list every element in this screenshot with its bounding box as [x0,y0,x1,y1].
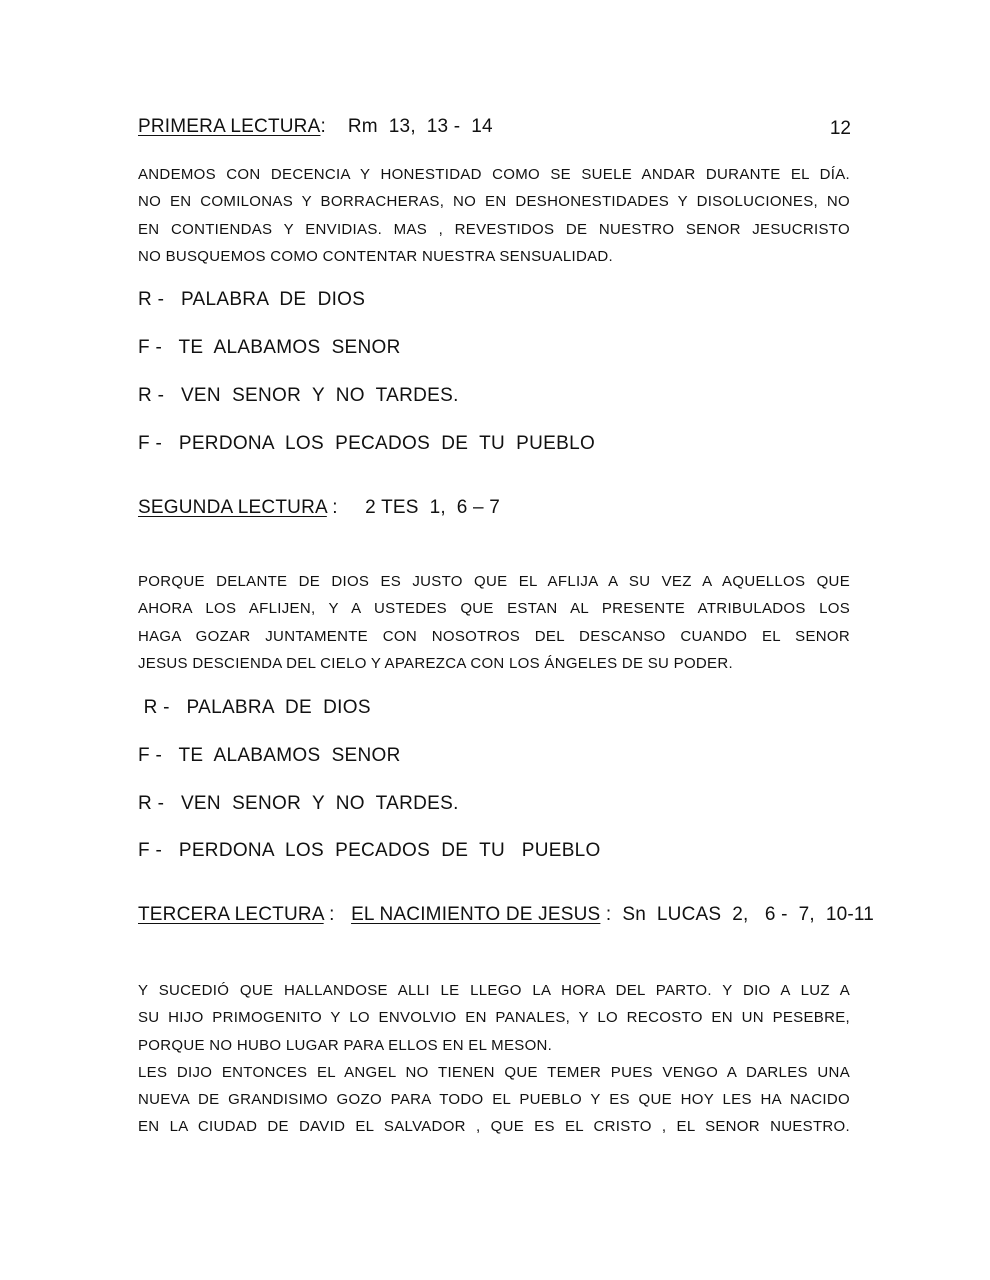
reading3-sep: : [323,904,352,925]
text-line: NO EN COMILONAS Y BORRACHERAS, NO EN DESHONESTIDADES Y DISOLUCIONES, NO [138,193,850,211]
reading2-response: F - PERDONA LOS PECADOS DE TU PUEBLO [138,840,601,861]
reading2-text [138,568,850,677]
text-line: EN LA CIUDAD DE DAVID EL SALVADOR , QUE ES EL CRISTO , EL SENOR NUESTRO. [138,1118,850,1136]
reading2-response: R - VEN SENOR Y NO TARDES. [138,793,459,814]
reading3-subtitle: EL NACIMIENTO DE JESUS [351,904,601,925]
text-line: LES DIJO ENTONCES EL ANGEL NO TIENEN QUE TEMER PUES VENGO A DARLES UNA [138,1063,850,1081]
reading3-title: TERCERA LECTURA [138,904,324,925]
text-line: JESUS DESCIENDA DEL CIELO Y APAREZCA CON LOS ÁNGELES DE SU PODER. [138,654,733,672]
text-line: PORQUE DELANTE DE DIOS ES JUSTO QUE EL AFLIJA A SU VEZ A AQUELLOS QUE [138,573,850,590]
text-line: SU HIJO PRIMOGENITO Y LO ENVOLVIO EN PANALES, Y LO RECOSTO EN UN PESEBRE, [138,1009,850,1027]
reading2-ref: : 2 TES 1, 6 – 7 [326,497,501,518]
text-line: HAGA GOZAR JUNTAMENTE CON NOSOTROS DEL DESCANSO CUANDO EL SENOR [138,627,850,645]
reading2-response: R - PALABRA DE DIOS [138,697,371,718]
reading3-ref: : Sn LUCAS 2, 6 - 7, 10-11 [600,904,875,925]
reading3-heading [138,904,874,926]
reading1-response: R - PALABRA DE DIOS [138,289,366,310]
reading1-response: R - VEN SENOR Y NO TARDES. [138,385,459,406]
reading3-text [138,977,850,1141]
reading1-title: PRIMERA LECTURA [138,116,321,137]
text-line: Y SUCEDIÓ QUE HALLANDOSE ALLI LE LLEGO LA HORA DEL PARTO. Y DIO A LUZ A [138,982,850,999]
reading1-response: F - TE ALABAMOS SENOR [138,337,401,358]
text-line: AHORA LOS AFLIJEN, Y A USTEDES QUE ESTAN AL PRESENTE ATRIBULADOS LOS [138,600,850,618]
text-line: NO BUSQUEMOS COMO CONTENTAR NUESTRA SENSUALIDAD. [138,247,614,265]
text-line: ANDEMOS CON DECENCIA Y HONESTIDAD COMO SE SUELE ANDAR DURANTE EL DÍA. [138,166,850,183]
reading1-response: F - PERDONA LOS PECADOS DE TU PUEBLO [138,433,596,454]
text-line: EN CONTIENDAS Y ENVIDIAS. MAS , REVESTIDOS DE NUESTRO SENOR JESUCRISTO [138,220,850,238]
text-line: PORQUE NO HUBO LUGAR PARA ELLOS EN EL MESON. [138,1036,553,1054]
text-line: NUEVA DE GRANDISIMO GOZO PARA TODO EL PUEBLO Y ES QUE HOY LES HA NACIDO [138,1091,850,1109]
reading2-heading [138,497,500,519]
reading1-text [138,161,850,270]
reading2-response: F - TE ALABAMOS SENOR [138,745,401,766]
page-number: 12 [829,118,851,139]
reading1-heading [138,116,493,138]
reading1-ref: : Rm 13, 13 - 14 [320,116,493,137]
reading2-title: SEGUNDA LECTURA [138,497,327,518]
